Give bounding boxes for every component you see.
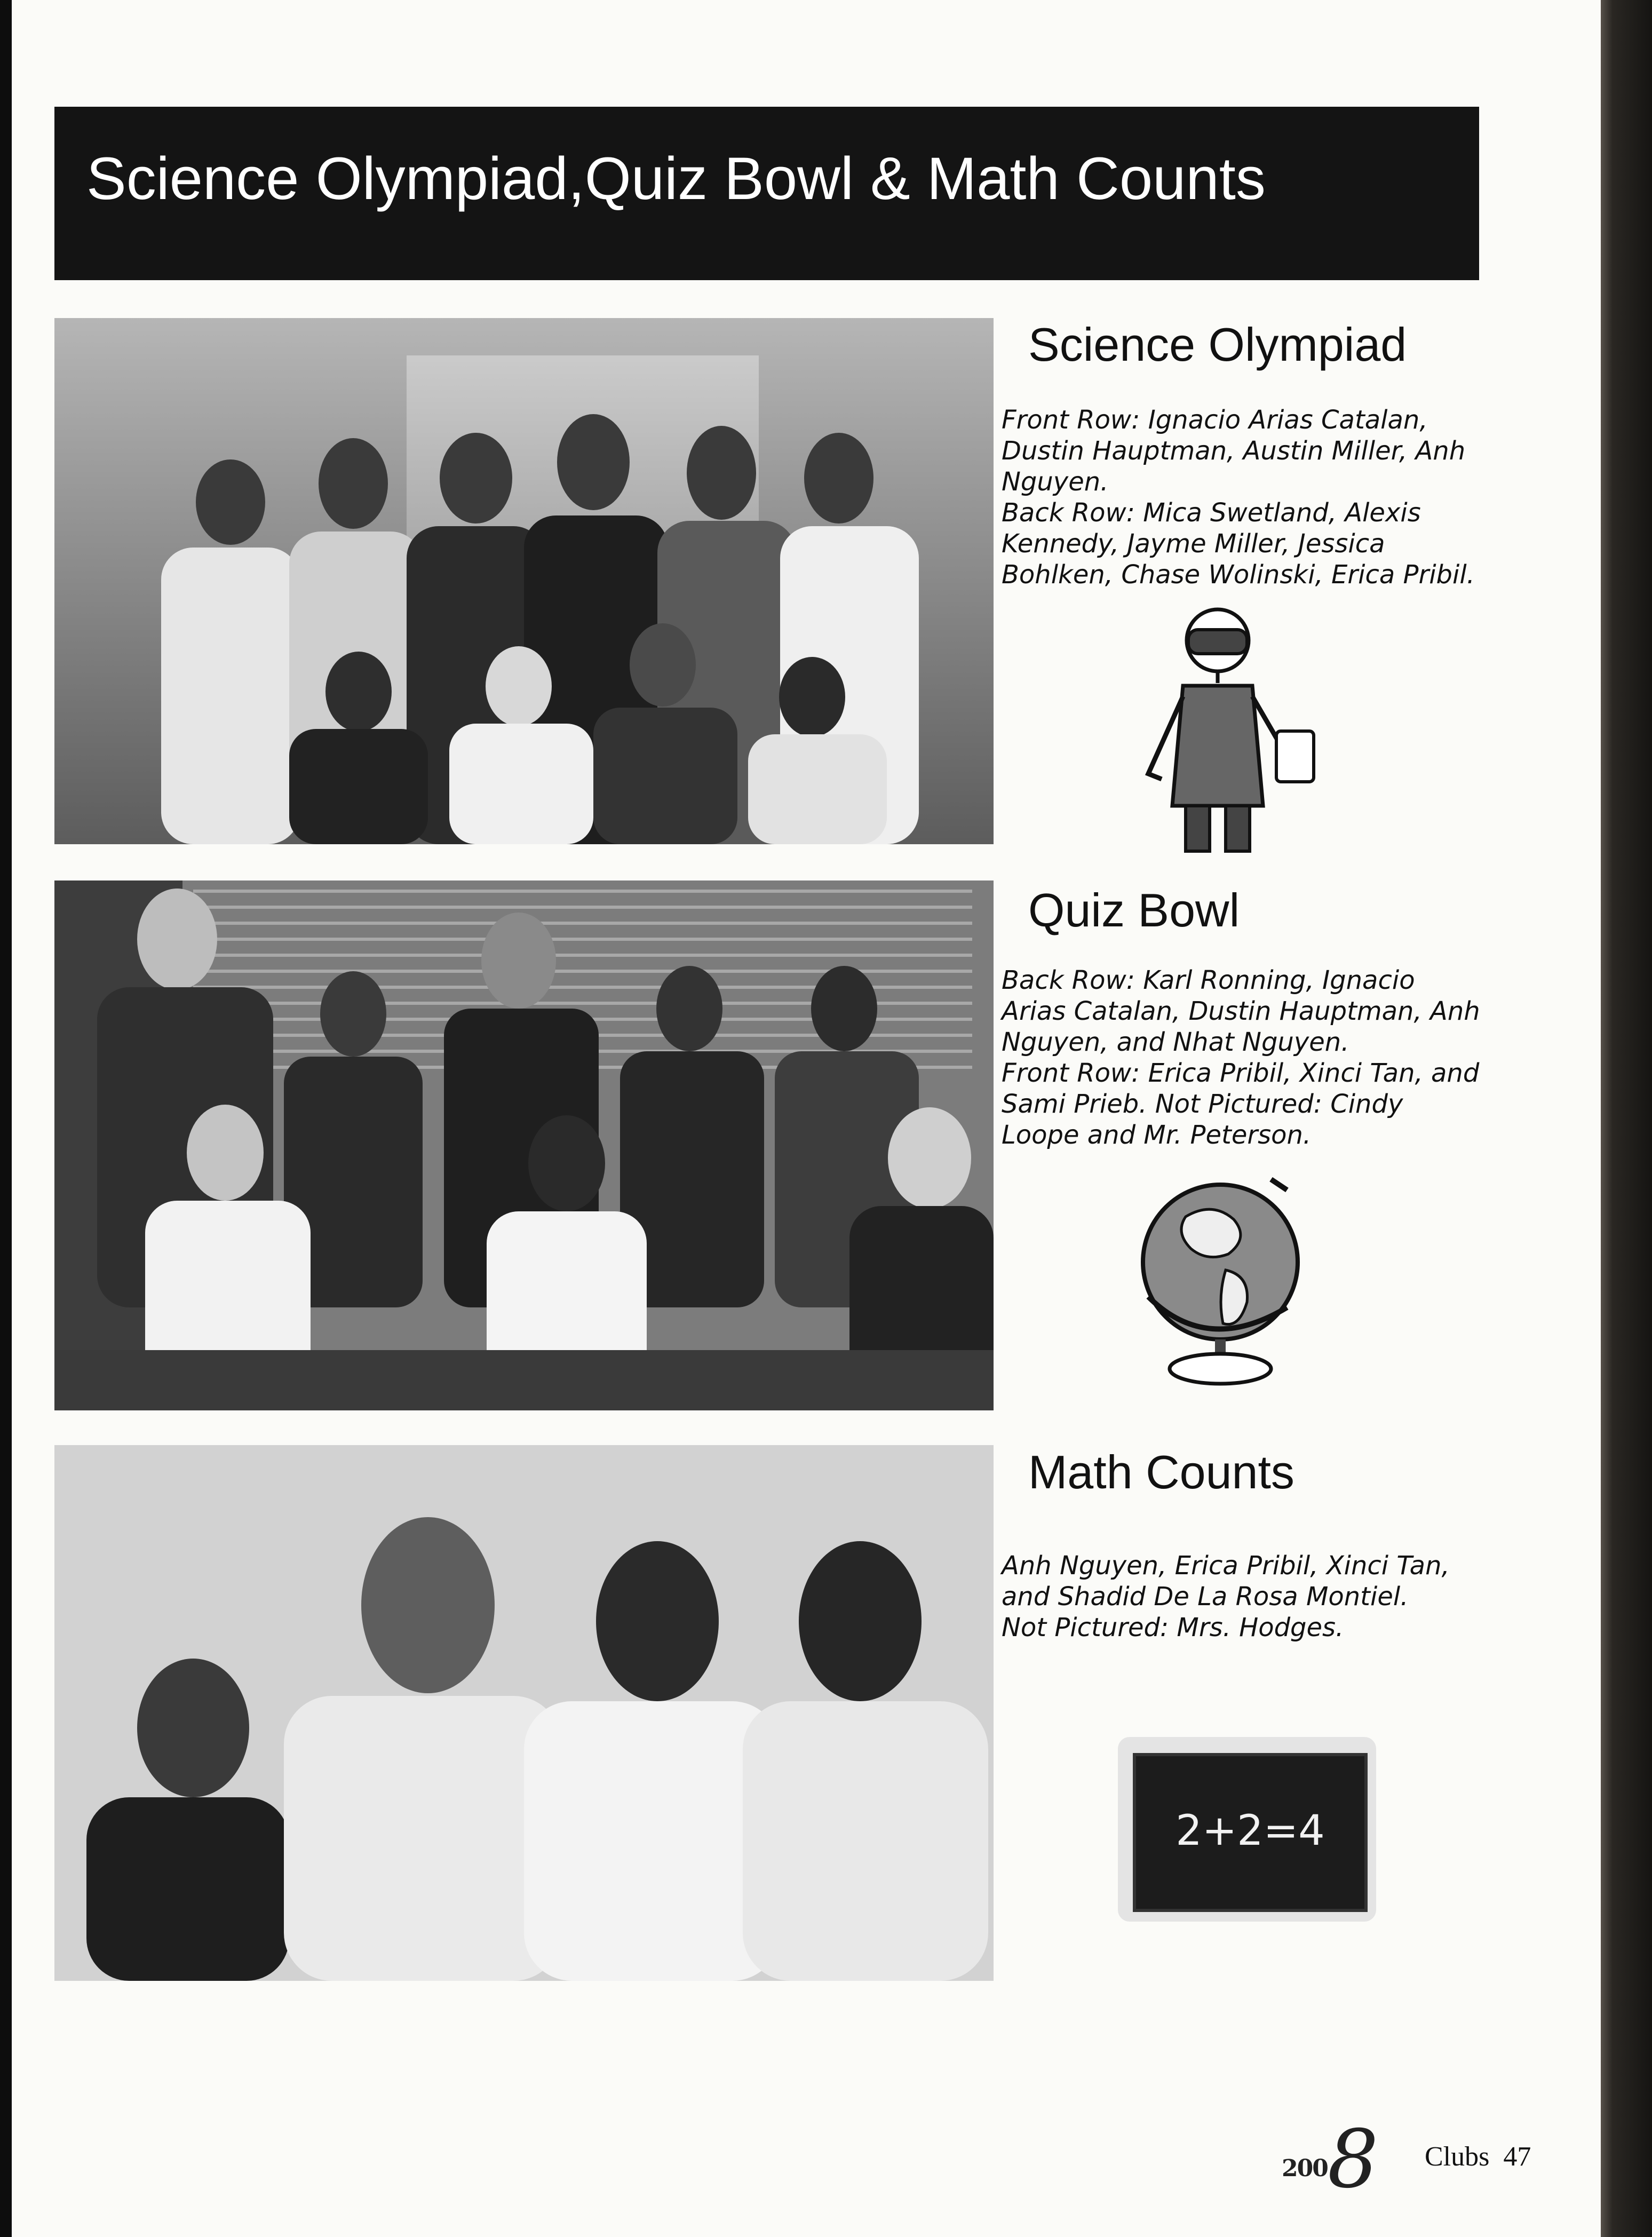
book-edge [1595, 0, 1652, 2237]
yearbook-page [12, 0, 1601, 2237]
scientist-goggles-beaker-icon [1132, 603, 1346, 859]
globe-icon [1127, 1169, 1330, 1393]
science-olympiad-photo [54, 318, 994, 844]
math-counts-photo-image [54, 1445, 994, 1981]
math-counts-photo [54, 1445, 994, 1981]
science-olympiad-caption [1002, 404, 1482, 590]
year-logo [1282, 2113, 1377, 2206]
math-counts-heading: Math Counts [1028, 1446, 1294, 1498]
year-logo-suffix: 8 [1327, 2113, 1378, 2206]
chalkboard-icon [1118, 1737, 1376, 1922]
science-olympiad-caption-front-row: Front Row: Ignacio Arias Catalan, Dustin Hauptman, Austin Miller, Anh Nguyen. [1002, 405, 1466, 497]
math-counts-caption-not-pictured: Not Pictured: Mrs. Hodges. [1002, 1613, 1344, 1643]
chalkboard-text: 2+2=4 [1176, 1807, 1325, 1855]
year-logo-prefix: 200 [1282, 2155, 1328, 2182]
page-footer-label: Clubs 47 [1425, 2141, 1531, 2172]
quiz-bowl-caption [1002, 965, 1482, 1151]
quiz-bowl-caption-back-row: Back Row: Karl Ronning, Ignacio Arias Catalan, Dustin Hauptman, Anh Nguyen, and Nhat Nguyen. [1002, 965, 1480, 1057]
science-olympiad-photo-image [54, 318, 994, 844]
quiz-bowl-heading: Quiz Bowl [1028, 884, 1240, 937]
quiz-bowl-caption-front-row: Front Row: Erica Pribil, Xinci Tan, and Sami Prieb. Not Pictured: Cindy Loope and Mr. Peterson. [1002, 1058, 1480, 1150]
science-olympiad-heading: Science Olympiad [1028, 318, 1407, 371]
page-title: Science Olympiad,Quiz Bowl & Math Counts [86, 145, 1266, 212]
science-olympiad-caption-back-row: Back Row: Mica Swetland, Alexis Kennedy, Jayme Miller, Jessica Bohlken, Chase Wolinski, Erica Pribil. [1002, 498, 1475, 590]
quiz-bowl-photo [54, 880, 994, 1410]
chalkboard-surface [1133, 1753, 1368, 1912]
math-counts-caption-names: Anh Nguyen, Erica Pribil, Xinci Tan, and Shadid De La Rosa Montiel. [1002, 1551, 1450, 1612]
page-binding [0, 0, 13, 2237]
math-counts-caption [1002, 1550, 1482, 1643]
quiz-bowl-photo-image [54, 880, 994, 1410]
title-banner [54, 107, 1479, 280]
